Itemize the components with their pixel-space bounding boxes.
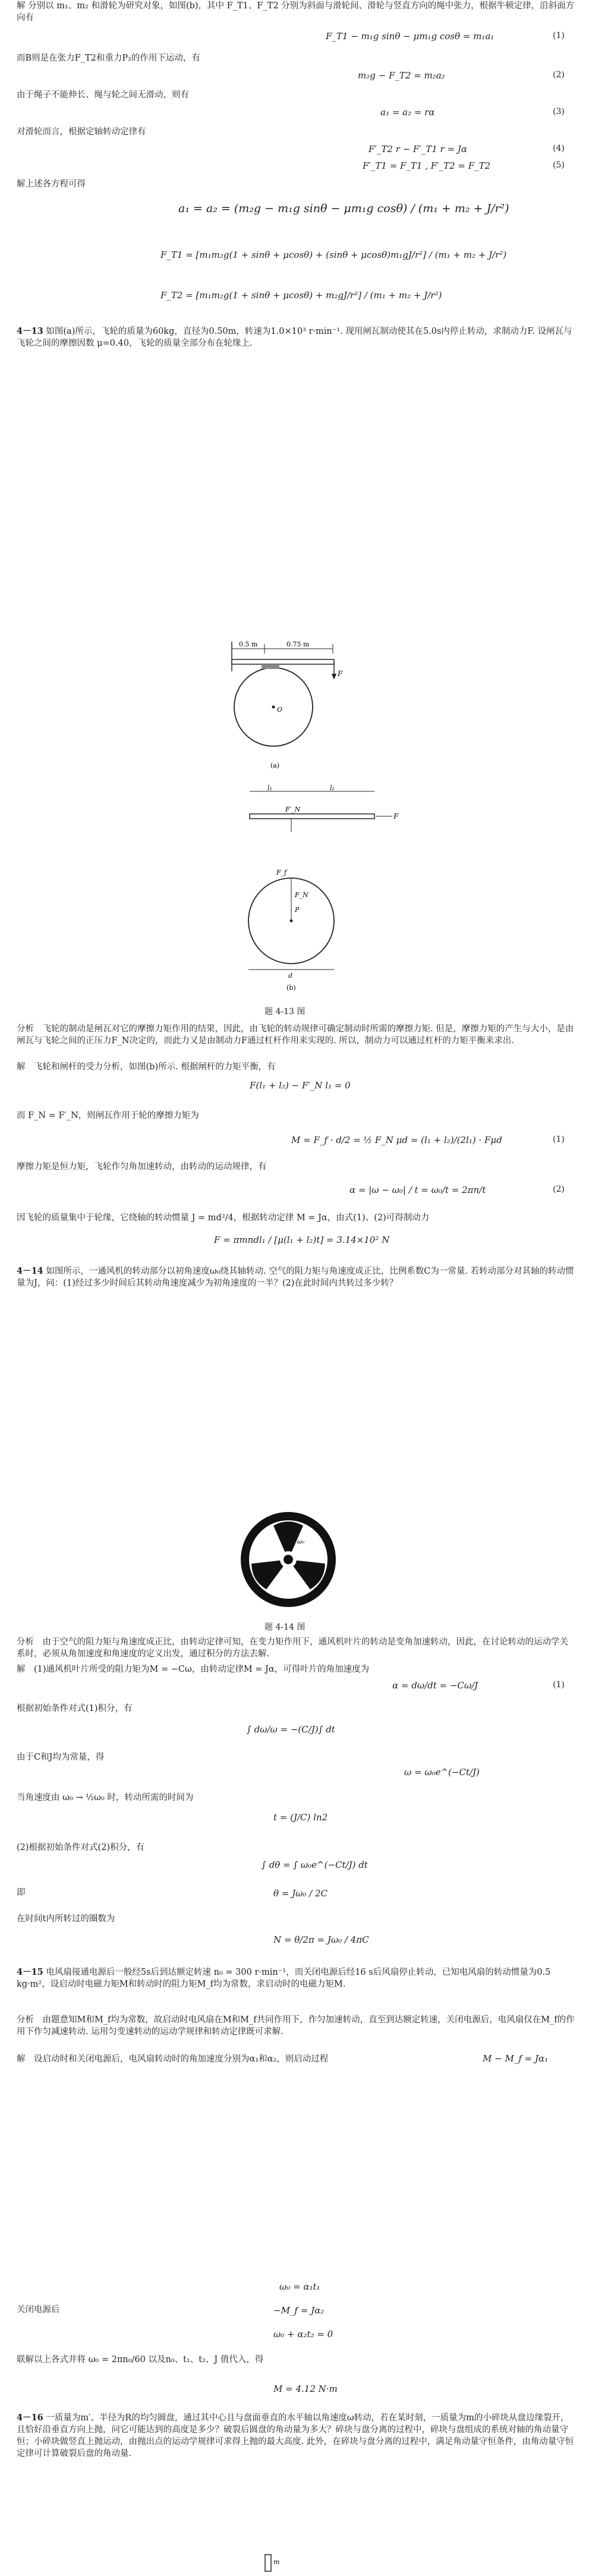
analysis-paragraph: 分析 由题意知M和M_f均为常数，故启动时电风扇在M和M_f共同作用下，作匀加速转动，直至到达额定转速，关闭电源后，电风扇仅在M_f的作用下作匀减速转动. 运用匀变速转动的运动学规律和转动定律既可求解. xyxy=(17,2015,575,2037)
problem-number: 4－13 xyxy=(17,326,43,336)
center-label: O xyxy=(277,706,283,714)
figure-4-16-fragment xyxy=(262,2552,285,2576)
text-line: 即 xyxy=(17,1888,26,1898)
equation-number: (2) xyxy=(553,70,565,80)
omega-label: ω₀ xyxy=(297,1539,305,1545)
text-line: 而B则是在张力F_T2和重力P₂的作用下运动，有 xyxy=(17,53,200,63)
svg-text:l₂: l₂ xyxy=(330,784,335,792)
svg-text:F′_N: F′_N xyxy=(285,806,301,813)
equation-5: F′_T1 = F_T1 , F′_T2 = F_T2 xyxy=(363,160,491,171)
force-label: F xyxy=(338,670,343,678)
equation-alpha: α = dω/dt = −Cω/J xyxy=(392,1680,478,1691)
svg-text:d: d xyxy=(288,972,293,980)
equation-balance: F(l₁ + l₂) − F′_N l₁ = 0 xyxy=(250,1080,351,1091)
svg-text:l₁: l₁ xyxy=(267,784,272,792)
problem-4-15-statement: 4－15 电风扇接通电源后一般经5s后到达额定转速 n₀ = 300 r·min⁻¹，而关闭电源后经16 s后风扇停止转动，已知电风扇的转动惯量为0.5 kg·m²，设启动时电磁力矩M和转动时的阻力矩M_f均为常数，求启动时的电磁力矩M. xyxy=(17,1967,551,1989)
figure-caption: 题 4-13 图 xyxy=(264,1007,306,1016)
svg-text:F: F xyxy=(393,812,399,820)
equation-3: a₁ = a₂ = rα xyxy=(380,107,435,118)
equation-number: (1) xyxy=(553,1680,565,1690)
text-line: (2)根据初始条件对式(2)积分，有 xyxy=(17,1843,145,1852)
equation-number: (2) xyxy=(553,1185,565,1194)
text-line: 由于绳子不能伸长、绳与轮之间无滑动，则有 xyxy=(17,90,189,100)
equation-omega0: ω₀ = α₁t₁ xyxy=(279,2281,320,2292)
analysis-paragraph: 分析 由于空气的阻力矩与角速度成正比，由转动定律可知，在变力矩作用下，通风机叶片的转动是变角加速转动，因此，在讨论转动的运动学关系时，必须从角加速度和角速度的定义出发，通过积分的方法去解. xyxy=(17,1637,568,1659)
figure-4-14-fan xyxy=(238,1509,339,1610)
text-line: 联解以上各式并将 ω₀ = 2πn₀/60 以及n₀、t₁、t₂、J 值代入，得 xyxy=(17,2355,264,2365)
solution-line: 解 飞轮和闸杆的受力分析，如图(b)所示. 根据闸杆的力矩平衡，有 xyxy=(17,1062,276,1072)
equation-result: M = 4.12 N·m xyxy=(273,2384,338,2394)
solution-line: 解 (1)通风机叶片所受的阻力矩为M = −Cω，由转动定律M = Jα，可得叶片的角加速度为 xyxy=(17,1665,370,1674)
svg-text:F_f: F_f xyxy=(276,869,287,876)
equation-integral: ∫ dω/ω = −(C/J)∫ dt xyxy=(247,1724,335,1735)
equation-torque: M = F_f · d/2 = ½ F_N μd = (l₁ + l₂)/(2l₁) · Fμd xyxy=(291,1135,502,1145)
text-line: 在时间t内所转过的圈数为 xyxy=(17,1914,115,1924)
result-tension-2: F_T2 = [m₁m₂g(1 + sinθ + μcosθ) + m₂gJ/r²] / (m₁ + m₂ + J/r²) xyxy=(160,290,442,301)
equation-number: (3) xyxy=(553,107,565,116)
problem-4-14-statement: 4－14 如图所示，一通风机的转动部分以初角速度ω₀绕其轴转动. 空气的阻力矩与角速度成正比，比例系数C为一常量. 若转动部分对其轴的转动惯量为J，问：(1)经过多少时间后其转动角速度减少为初角速度的一半？(2)在此时间内共转过多少转？ xyxy=(17,1266,574,1288)
analysis-paragraph: 分析 飞轮的制动是闸瓦对它的摩擦力矩作用的结果，因此，由飞轮的转动规律可确定制动时所需的摩擦力矩. 但是，摩擦力矩的产生与大小，是由闸瓦与飞轮之间的正压力F_N决定的，而此力又是由制动力F通过杠杆作用来实现的. 所以，制动力可以通过杠杆的力矩平衡来求出. xyxy=(17,1024,574,1046)
problem-number: 4－14 xyxy=(17,1266,43,1276)
equation-start: M − M_f = Jα₁ xyxy=(483,2053,549,2064)
svg-text:P: P xyxy=(295,906,300,914)
text-line: 而 F_N = F′_N，则闸瓦作用于轮的摩擦力矩为 xyxy=(17,1111,199,1120)
result-tension-1: F_T1 = [m₁m₂g(1 + sinθ + μcosθ) + (sinθ + μcosθ)m₁gJ/r²] / (m₁ + m₂ + J/r²) xyxy=(160,250,507,260)
equation-theta: θ = Jω₀ / 2C xyxy=(273,1888,328,1899)
svg-text:m: m xyxy=(273,2558,280,2566)
text-line: 当角速度由 ω₀ → ½ω₀ 时，转动所需的时间为 xyxy=(17,1793,194,1802)
text-line: 由于C和J均为常量，得 xyxy=(17,1753,105,1762)
equation-force: F = πmndl₁ / [μ(l₁ + l₂)t] = 3.14×10² N xyxy=(214,1235,390,1245)
problem-4-13-statement: 4－13 如图(a)所示，飞轮的质量为60kg，直径为0.50m，转速为1.0×10³ r·min⁻¹. 现用闸瓦制动使其在5.0s内停止转动，求制动力F. 设闸瓦与飞轮之间的摩擦因数 μ=0.40，飞轮的质量全部分布在轮缘上. xyxy=(17,326,572,348)
equation-number: (5) xyxy=(553,160,565,170)
dimension-label: 0.5 m xyxy=(239,640,258,648)
text-line: 因飞轮的质量集中于轮缘，它绕轴的转动惯量 J = md²/4，根据转动定律 M = Jα，由式(1)、(2)可得制动力 xyxy=(17,1213,430,1223)
equation-off: −M_f = Jα₂ xyxy=(273,2305,325,2316)
equation-2: m₂g − F_T2 = m₂a₂ xyxy=(358,70,445,81)
text-line: 解上述各方程可得 xyxy=(17,179,86,189)
text-line: 关闭电源后 xyxy=(17,2305,60,2315)
equation-number: (1) xyxy=(553,31,565,40)
text-line: 对滑轮而言，根据定轴转动定律有 xyxy=(17,127,146,137)
figure-4-13b xyxy=(220,784,410,992)
equation-time: t = (J/C) ln2 xyxy=(273,1812,328,1823)
equation-number: (1) xyxy=(553,1135,565,1144)
problem-number: 4－15 xyxy=(17,1967,43,1977)
svg-text:(b): (b) xyxy=(286,984,296,992)
problem-4-16-statement: 4－16 一质量为m′、半径为R的均匀圆盘，通过其中心且与盘面垂直的水平轴以角速度ω转动，若在某时刻，一质量为m的小碎块从盘边缘裂开，且恰好沿垂直方向上抛，问它可能达到的高度是多少？破裂后圆盘的角动量为多大？碎块与盘分离的过程中，碎块与盘组成的系统对轴的角动量守恒；小碎块做竖直上抛运动，由抛出点的运动学规律可求得上抛的最大高度. 此外，在碎块与盘分离的过程中，满足角动量守恒条件，由角动量守恒定律可计算破裂后盘的角动量. xyxy=(17,2413,574,2458)
dimension-label: 0.75 m xyxy=(286,640,310,648)
figure-tag: (a) xyxy=(270,762,280,769)
equation-1: F_T1 − m₁g sinθ − μm₁g cosθ = m₁a₁ xyxy=(326,31,495,42)
problem-number: 4－16 xyxy=(17,2413,43,2423)
figure-4-13a xyxy=(220,636,398,778)
svg-text:F_N: F_N xyxy=(295,891,308,899)
equation-4: F′_T2 r − F′_T1 r = Jα xyxy=(369,144,467,154)
equation-theta-integral: ∫ dθ = ∫ ω₀e^(−Ct/J) dt xyxy=(262,1860,368,1870)
text-line: 根据初始条件对式(1)积分，有 xyxy=(17,1704,133,1713)
equation-number: (4) xyxy=(553,144,565,153)
result-acceleration: a₁ = a₂ = (m₂g − m₁g sinθ − μm₁g cosθ) / (m₁ + m₂ + J/r²) xyxy=(178,202,509,215)
equation-omega: ω = ω₀e^(−Ct/J) xyxy=(404,1767,480,1778)
equation-sum: ω₀ + α₂t₂ = 0 xyxy=(273,2329,333,2340)
text-line: 摩擦力矩是恒力矩，飞轮作匀角加速转动，由转动的运动规律，有 xyxy=(17,1162,267,1172)
figure-caption: 题 4-14 图 xyxy=(264,1622,306,1632)
solution-line: 解 设启动时和关闭电源后，电风扇转动时的角加速度分别为α₁和α₂，则启动过程 xyxy=(17,2054,329,2064)
equation-alpha: α = |ω − ω₀| / t = ω₀/t = 2πn/t xyxy=(349,1185,486,1195)
equation-turns: N = θ/2π = Jω₀ / 4πC xyxy=(273,1934,369,1945)
intro-paragraph: 解 分别以 m₁、m₂ 和滑轮为研究对象，如图(b)，其中 F_T1、F_T2 分别为斜面与滑轮间、滑轮与竖直方向的绳中张力，根据牛顿定律，沿斜面方向有 xyxy=(17,1,575,23)
